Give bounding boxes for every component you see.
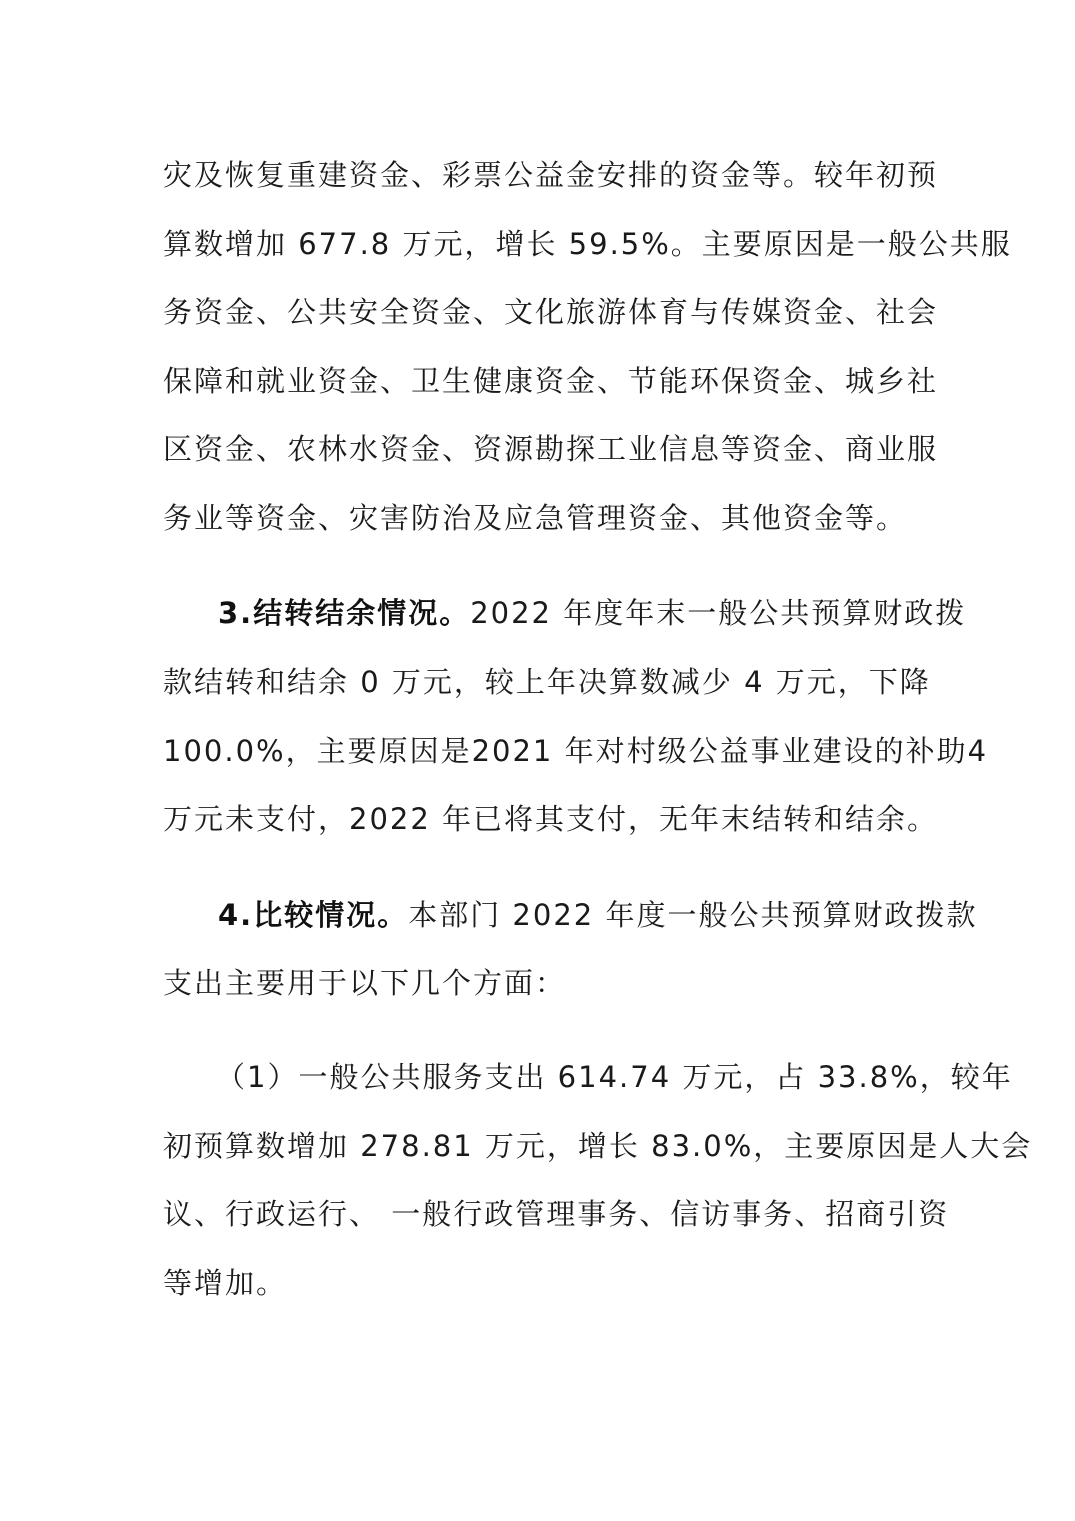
text-line: 灾及恢复重建资金、彩票公益金安排的资金等。较年初预 — [163, 158, 939, 192]
text-line: 万元未支付，2022 年已将其支付，无年末结转和结余。 — [163, 802, 939, 836]
section-4-heading: 4.比较情况。 — [218, 898, 409, 932]
text-line: 款结转和结余 0 万元，较上年决算数减少 4 万元，下降 — [163, 665, 931, 699]
text-line: 务业等资金、灾害防治及应急管理资金、其他资金等。 — [163, 501, 908, 535]
section-4-text: 本部门 2022 年度一般公共预算财政拨款 — [408, 898, 978, 932]
section-4-first-line — [218, 895, 977, 935]
section-3-first-line — [218, 593, 966, 633]
text-line: 议、行政运行、 一般行政管理事务、信访事务、招商引资 — [163, 1197, 950, 1231]
text-line: 区资金、农林水资金、资源勘探工业信息等资金、商业服 — [163, 432, 939, 466]
text-line: 等增加。 — [163, 1266, 288, 1300]
text-line: 支出主要用于以下几个方面： — [163, 966, 567, 1000]
item-1-first-line: （1）一般公共服务支出 614.74 万元，占 33.8%，较年 — [216, 1060, 1013, 1094]
text-line: 100.0%，主要原因是2021 年对村级公益事业建设的补助4 — [163, 734, 989, 768]
section-3-text: 2022 年度年末一般公共预算财政拨 — [470, 596, 967, 630]
text-line: 初预算数增加 278.81 万元，增长 83.0%，主要原因是人大会 — [163, 1129, 1033, 1163]
text-line: 算数增加 677.8 万元，增长 59.5%。主要原因是一般公共服 — [163, 227, 1012, 261]
text-line: 务资金、公共安全资金、文化旅游体育与传媒资金、社会 — [163, 295, 939, 329]
section-3-heading: 3.结转结余情况。 — [218, 596, 471, 630]
text-line: 保障和就业资金、卫生健康资金、节能环保资金、城乡社 — [163, 364, 939, 398]
